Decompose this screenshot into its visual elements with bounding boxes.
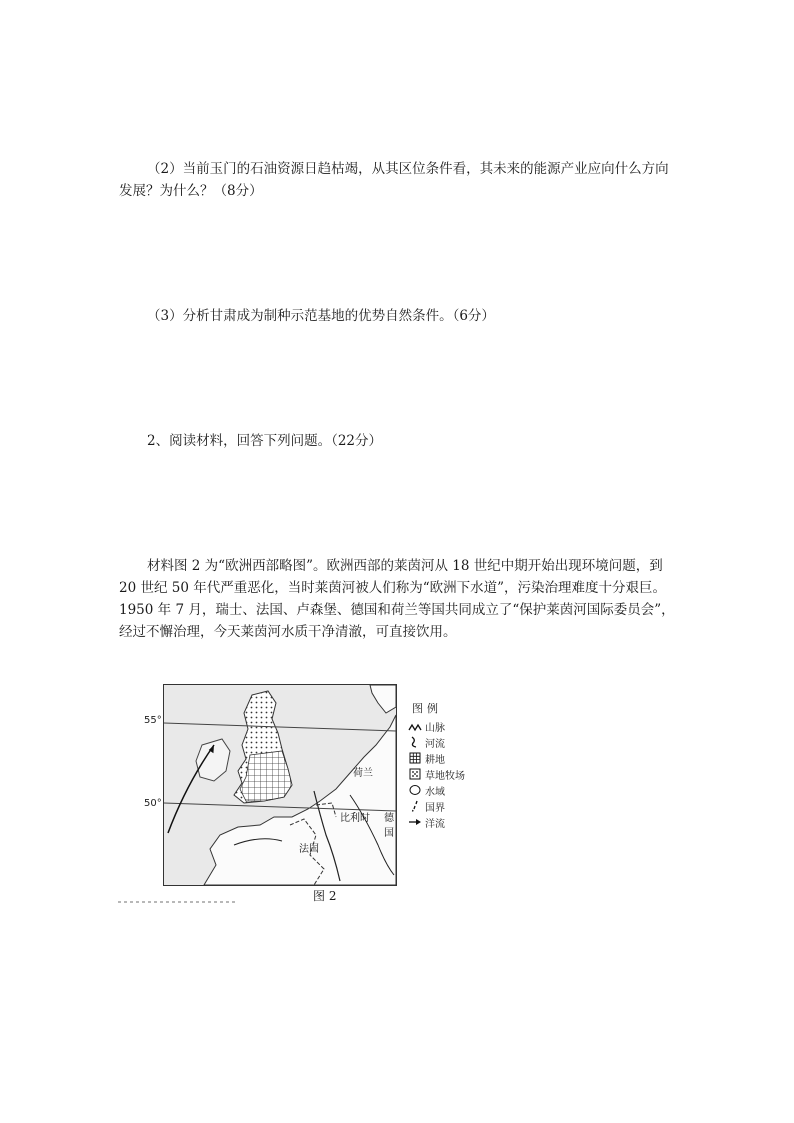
question-heading-2: 2、阅读材料，回答下列问题。（22分） xyxy=(147,433,383,449)
legend-item-border: 国界 xyxy=(408,798,503,814)
legend-item-farmland: 耕地 xyxy=(408,750,503,766)
latitude-50-label: 50° xyxy=(144,798,162,809)
mountain-icon xyxy=(408,720,422,732)
current-icon xyxy=(408,816,422,828)
river-icon xyxy=(408,736,422,748)
figure-caption: 图 2 xyxy=(313,889,337,903)
figure-western-europe-map xyxy=(118,682,465,907)
continent-land xyxy=(204,715,396,885)
label-france: 法国 xyxy=(299,844,319,855)
water-icon xyxy=(408,784,422,796)
legend-item-mountain: 山脉 xyxy=(408,718,503,734)
map-legend xyxy=(408,700,503,830)
map-graphic xyxy=(164,685,396,885)
latitude-55-label: 55° xyxy=(144,715,162,726)
label-netherlands: 荷兰 xyxy=(353,768,373,779)
legend-title: 图例 xyxy=(412,702,442,715)
pasture-icon xyxy=(408,768,422,780)
map-frame xyxy=(163,684,397,886)
label-belgium: 比利时 xyxy=(340,813,370,824)
scan-artifact xyxy=(118,901,238,903)
legend-item-water: 水域 xyxy=(408,782,503,798)
farmland-icon xyxy=(408,752,422,764)
legend-item-current: 洋流 xyxy=(408,814,503,830)
material-text: 材料图 2 为“欧洲西部略图”。欧洲西部的莱茵河从 18 世纪中期开始出现环境问题，到 20 世纪 50 年代严重恶化，当时莱茵河被人们称为“欧洲下水道”，污染治理难度十分艰巨。1950 年 7 月，瑞士、法国、卢森堡、德国和荷兰等国共同成立了“保护莱茵河国际委员会”，经过不懈治理，今天莱茵河水质干净清澈，可直接饮用。 xyxy=(119,558,675,640)
legend-item-pasture: 草地牧场 xyxy=(408,766,503,782)
scandinavia-land xyxy=(370,685,396,713)
legend-item-river: 河流 xyxy=(408,734,503,750)
question-2: （2）当前玉门的石油资源日趋枯竭，从其区位条件看，其未来的能源产业应向什么方向发展？为什么？（8分） xyxy=(119,161,669,199)
border-icon xyxy=(408,800,422,812)
label-germany: 德国 xyxy=(384,813,394,839)
question-3: （3）分析甘肃成为制种示范基地的优势自然条件。（6分） xyxy=(147,308,495,324)
